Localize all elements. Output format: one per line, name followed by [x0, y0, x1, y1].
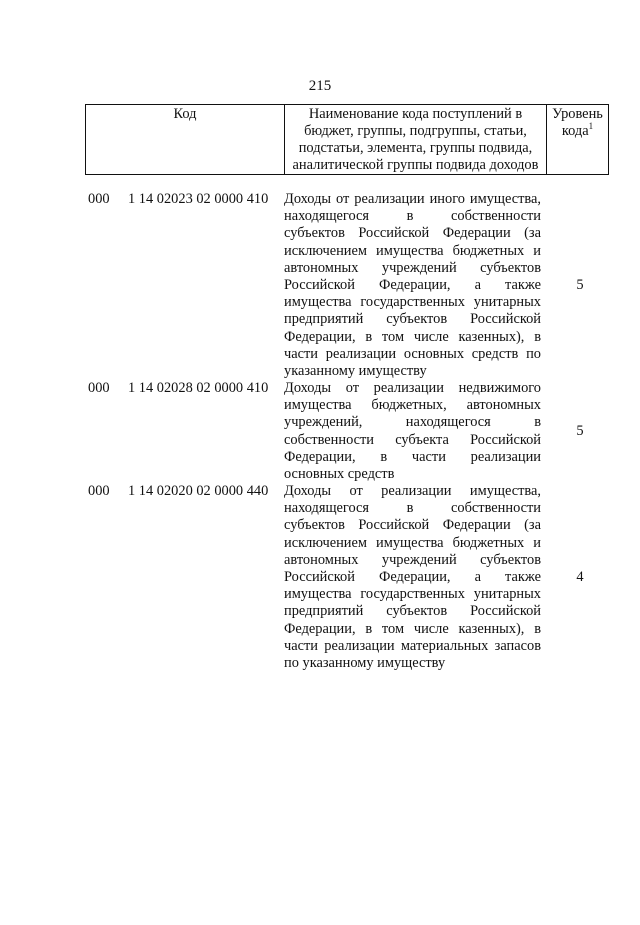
- header-name-line: аналитической группы подвида доходов: [292, 157, 539, 173]
- table-header: [85, 104, 609, 175]
- header-code-label: Код: [173, 106, 197, 122]
- row-prefix: 000: [88, 483, 110, 499]
- header-name-cell: [285, 105, 547, 175]
- header-name-line: Наименование кода поступлений в: [308, 106, 523, 122]
- row-level: 5: [576, 277, 584, 293]
- row-description: Доходы от реализации иного имущества, находящегося в собственности субъектов Российской Федерации (за исключением имущества бюджетных и автономных учреждений субъектов Российской Федерации, а также имущества государственных унитарных предприятий субъектов Российской Федерации, в том числе казенных), в части реализации основных средств по указанному имуществу: [284, 191, 541, 379]
- row-code: 1 14 02020 02 0000 440: [128, 483, 269, 499]
- row-level: 4: [576, 569, 584, 585]
- row-prefix: 000: [88, 380, 110, 396]
- row-level: 5: [576, 423, 584, 439]
- row-prefix: 000: [88, 191, 110, 207]
- page-number: 215: [308, 78, 332, 94]
- header-name-line: подстатьи, элемента, группы подвида,: [298, 140, 533, 156]
- row-description: Доходы от реализации имущества, находящегося в собственности субъектов Российской Федерации (за исключением имущества бюджетных и автономных учреждений субъектов Российской Федерации, а также имущества государственных унитарных предприятий субъектов Российской Федерации, в том числе казенных), в части реализации материальных запасов по указанному имуществу: [284, 483, 541, 671]
- header-code-cell: [86, 105, 285, 175]
- footnote-marker: 1: [588, 121, 594, 131]
- row-code: 1 14 02023 02 0000 410: [128, 191, 269, 207]
- header-level-cell: [547, 105, 609, 175]
- header-level-line: кода$^1$: [561, 121, 594, 139]
- row-description: Доходы от реализации недвижимого имущества бюджетных, автономных учреждений, находящегося в собственности субъекта Российской Федерации, в части реализации основных средств: [284, 380, 541, 482]
- row-code: 1 14 02028 02 0000 410: [128, 380, 269, 396]
- header-level-line: Уровень: [552, 106, 603, 122]
- header-name-line: бюджет, группы, подгруппы, статьи,: [304, 123, 527, 139]
